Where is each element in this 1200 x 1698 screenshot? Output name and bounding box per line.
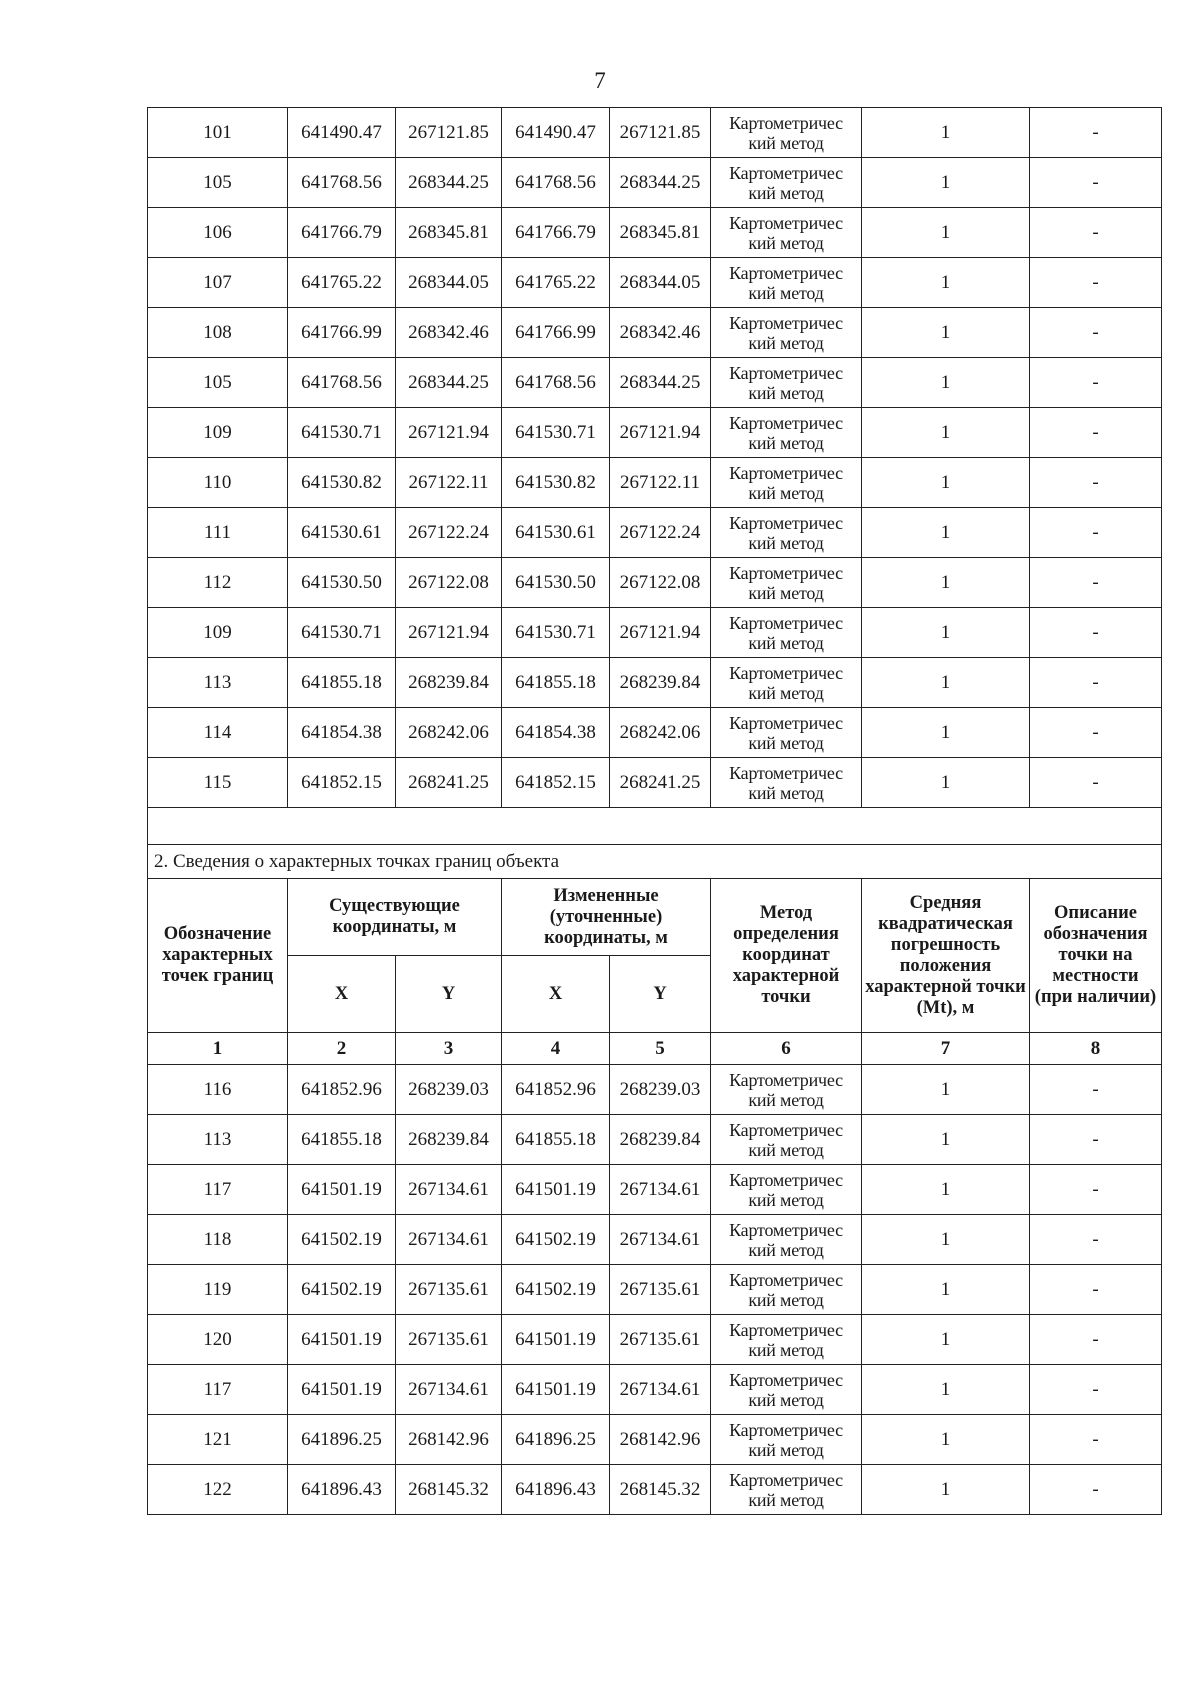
y-changed-cell: 268239.84 bbox=[610, 658, 711, 708]
col-number: 4 bbox=[502, 1033, 610, 1065]
x-changed-cell: 641530.71 bbox=[502, 408, 610, 458]
col-number: 2 bbox=[288, 1033, 396, 1065]
y-existing-cell: 268342.46 bbox=[396, 308, 502, 358]
x-existing-cell: 641530.71 bbox=[288, 408, 396, 458]
section-title: 2. Сведения о характерных точках границ объекта bbox=[148, 845, 1162, 879]
desc-cell: - bbox=[1030, 758, 1162, 808]
desc-cell: - bbox=[1030, 608, 1162, 658]
x-existing-cell: 641530.82 bbox=[288, 458, 396, 508]
desc-cell: - bbox=[1030, 1365, 1162, 1415]
table-row bbox=[148, 208, 1162, 258]
y-existing-cell: 268241.25 bbox=[396, 758, 502, 808]
point-cell: 113 bbox=[148, 658, 288, 708]
desc-cell: - bbox=[1030, 108, 1162, 158]
point-cell: 119 bbox=[148, 1265, 288, 1315]
method-cell: Картометричес кий метод bbox=[711, 1465, 862, 1515]
bottom-rows bbox=[148, 1065, 1162, 1515]
x-changed-cell: 641855.18 bbox=[502, 1115, 610, 1165]
y-existing-cell: 268239.84 bbox=[396, 658, 502, 708]
table-row bbox=[148, 608, 1162, 658]
point-cell: 117 bbox=[148, 1365, 288, 1415]
x-changed-cell: 641768.56 bbox=[502, 358, 610, 408]
x-existing-cell: 641502.19 bbox=[288, 1215, 396, 1265]
x-changed-cell: 641766.79 bbox=[502, 208, 610, 258]
y-changed-cell: 267135.61 bbox=[610, 1265, 711, 1315]
y-existing-cell: 268344.05 bbox=[396, 258, 502, 308]
col-number: 6 bbox=[711, 1033, 862, 1065]
desc-cell: - bbox=[1030, 258, 1162, 308]
header-point: Обозначение характерных точек границ bbox=[148, 879, 288, 1033]
y-existing-cell: 268242.06 bbox=[396, 708, 502, 758]
x-changed-cell: 641765.22 bbox=[502, 258, 610, 308]
y-changed-cell: 268242.06 bbox=[610, 708, 711, 758]
header-y-existing: Y bbox=[396, 956, 502, 1033]
method-cell: Картометричес кий метод bbox=[711, 1415, 862, 1465]
mt-cell: 1 bbox=[862, 408, 1030, 458]
coordinates-table bbox=[147, 107, 1162, 1515]
point-cell: 110 bbox=[148, 458, 288, 508]
y-changed-cell: 268344.25 bbox=[610, 158, 711, 208]
y-changed-cell: 268344.25 bbox=[610, 358, 711, 408]
point-cell: 105 bbox=[148, 158, 288, 208]
point-cell: 106 bbox=[148, 208, 288, 258]
header-method: Метод определения координат характерной точки bbox=[711, 879, 862, 1033]
col-number: 3 bbox=[396, 1033, 502, 1065]
method-cell: Картометричес кий метод bbox=[711, 1265, 862, 1315]
top-rows bbox=[148, 108, 1162, 808]
method-cell: Картометричес кий метод bbox=[711, 708, 862, 758]
x-changed-cell: 641530.61 bbox=[502, 508, 610, 558]
x-existing-cell: 641766.79 bbox=[288, 208, 396, 258]
point-cell: 118 bbox=[148, 1215, 288, 1265]
method-cell: Картометричес кий метод bbox=[711, 208, 862, 258]
y-existing-cell: 267121.94 bbox=[396, 408, 502, 458]
x-existing-cell: 641502.19 bbox=[288, 1265, 396, 1315]
method-cell: Картометричес кий метод bbox=[711, 1115, 862, 1165]
point-cell: 116 bbox=[148, 1065, 288, 1115]
point-cell: 101 bbox=[148, 108, 288, 158]
page-number: 7 bbox=[594, 68, 606, 93]
table-row bbox=[148, 558, 1162, 608]
mt-cell: 1 bbox=[862, 608, 1030, 658]
desc-cell: - bbox=[1030, 308, 1162, 358]
section-block bbox=[148, 808, 1162, 1065]
y-changed-cell: 267121.94 bbox=[610, 408, 711, 458]
header-changed: Измененные (уточненные) координаты, м bbox=[502, 879, 711, 956]
y-changed-cell: 268239.84 bbox=[610, 1115, 711, 1165]
y-changed-cell: 267122.24 bbox=[610, 508, 711, 558]
col-number: 5 bbox=[610, 1033, 711, 1065]
y-existing-cell: 267122.11 bbox=[396, 458, 502, 508]
mt-cell: 1 bbox=[862, 108, 1030, 158]
y-existing-cell: 268345.81 bbox=[396, 208, 502, 258]
desc-cell: - bbox=[1030, 1415, 1162, 1465]
method-cell: Картометричес кий метод bbox=[711, 558, 862, 608]
y-existing-cell: 267135.61 bbox=[396, 1265, 502, 1315]
mt-cell: 1 bbox=[862, 708, 1030, 758]
method-cell: Картометричес кий метод bbox=[711, 758, 862, 808]
mt-cell: 1 bbox=[862, 1315, 1030, 1365]
method-cell: Картометричес кий метод bbox=[711, 1165, 862, 1215]
method-cell: Картометричес кий метод bbox=[711, 608, 862, 658]
x-existing-cell: 641854.38 bbox=[288, 708, 396, 758]
x-changed-cell: 641501.19 bbox=[502, 1165, 610, 1215]
y-existing-cell: 268239.84 bbox=[396, 1115, 502, 1165]
desc-cell: - bbox=[1030, 1215, 1162, 1265]
x-changed-cell: 641852.96 bbox=[502, 1065, 610, 1115]
y-existing-cell: 267122.24 bbox=[396, 508, 502, 558]
x-changed-cell: 641768.56 bbox=[502, 158, 610, 208]
y-changed-cell: 267134.61 bbox=[610, 1215, 711, 1265]
x-existing-cell: 641855.18 bbox=[288, 1115, 396, 1165]
x-changed-cell: 641896.25 bbox=[502, 1415, 610, 1465]
table-row bbox=[148, 408, 1162, 458]
x-changed-cell: 641502.19 bbox=[502, 1215, 610, 1265]
x-changed-cell: 641896.43 bbox=[502, 1465, 610, 1515]
point-cell: 121 bbox=[148, 1415, 288, 1465]
empty-row bbox=[148, 808, 1162, 845]
y-changed-cell: 267122.11 bbox=[610, 458, 711, 508]
x-existing-cell: 641530.61 bbox=[288, 508, 396, 558]
desc-cell: - bbox=[1030, 1115, 1162, 1165]
y-existing-cell: 268145.32 bbox=[396, 1465, 502, 1515]
desc-cell: - bbox=[1030, 358, 1162, 408]
x-existing-cell: 641530.71 bbox=[288, 608, 396, 658]
x-existing-cell: 641501.19 bbox=[288, 1315, 396, 1365]
x-existing-cell: 641766.99 bbox=[288, 308, 396, 358]
y-changed-cell: 268145.32 bbox=[610, 1465, 711, 1515]
x-existing-cell: 641768.56 bbox=[288, 158, 396, 208]
mt-cell: 1 bbox=[862, 658, 1030, 708]
table-row bbox=[148, 1215, 1162, 1265]
x-changed-cell: 641502.19 bbox=[502, 1265, 610, 1315]
x-changed-cell: 641530.71 bbox=[502, 608, 610, 658]
table-row bbox=[148, 258, 1162, 308]
table-row bbox=[148, 158, 1162, 208]
x-changed-cell: 641490.47 bbox=[502, 108, 610, 158]
mt-cell: 1 bbox=[862, 1165, 1030, 1215]
x-changed-cell: 641501.19 bbox=[502, 1365, 610, 1415]
method-cell: Картометричес кий метод bbox=[711, 108, 862, 158]
point-cell: 112 bbox=[148, 558, 288, 608]
point-cell: 117 bbox=[148, 1165, 288, 1215]
desc-cell: - bbox=[1030, 1165, 1162, 1215]
x-existing-cell: 641530.50 bbox=[288, 558, 396, 608]
mt-cell: 1 bbox=[862, 1365, 1030, 1415]
method-cell: Картометричес кий метод bbox=[711, 658, 862, 708]
table-row bbox=[148, 308, 1162, 358]
desc-cell: - bbox=[1030, 458, 1162, 508]
y-changed-cell: 267134.61 bbox=[610, 1365, 711, 1415]
method-cell: Картометричес кий метод bbox=[711, 158, 862, 208]
y-changed-cell: 268345.81 bbox=[610, 208, 711, 258]
y-changed-cell: 267122.08 bbox=[610, 558, 711, 608]
method-cell: Картометричес кий метод bbox=[711, 408, 862, 458]
desc-cell: - bbox=[1030, 1465, 1162, 1515]
point-cell: 122 bbox=[148, 1465, 288, 1515]
y-changed-cell: 268241.25 bbox=[610, 758, 711, 808]
x-existing-cell: 641765.22 bbox=[288, 258, 396, 308]
mt-cell: 1 bbox=[862, 1465, 1030, 1515]
table-row bbox=[148, 458, 1162, 508]
mt-cell: 1 bbox=[862, 208, 1030, 258]
header-y-changed: Y bbox=[610, 956, 711, 1033]
y-changed-cell: 267121.94 bbox=[610, 608, 711, 658]
table-row bbox=[148, 708, 1162, 758]
y-changed-cell: 267135.61 bbox=[610, 1315, 711, 1365]
y-changed-cell: 267121.85 bbox=[610, 108, 711, 158]
mt-cell: 1 bbox=[862, 508, 1030, 558]
y-existing-cell: 267134.61 bbox=[396, 1215, 502, 1265]
x-existing-cell: 641896.43 bbox=[288, 1465, 396, 1515]
table-row bbox=[148, 108, 1162, 158]
point-cell: 108 bbox=[148, 308, 288, 358]
col-number: 1 bbox=[148, 1033, 288, 1065]
method-cell: Картометричес кий метод bbox=[711, 1315, 862, 1365]
x-changed-cell: 641530.82 bbox=[502, 458, 610, 508]
header-desc: Описание обозначения точки на местности (при наличии) bbox=[1030, 879, 1162, 1033]
y-changed-cell: 267134.61 bbox=[610, 1165, 711, 1215]
point-cell: 111 bbox=[148, 508, 288, 558]
desc-cell: - bbox=[1030, 708, 1162, 758]
point-cell: 109 bbox=[148, 408, 288, 458]
method-cell: Картометричес кий метод bbox=[711, 308, 862, 358]
point-cell: 107 bbox=[148, 258, 288, 308]
mt-cell: 1 bbox=[862, 308, 1030, 358]
y-existing-cell: 267134.61 bbox=[396, 1165, 502, 1215]
x-existing-cell: 641501.19 bbox=[288, 1365, 396, 1415]
method-cell: Картометричес кий метод bbox=[711, 1065, 862, 1115]
x-existing-cell: 641852.96 bbox=[288, 1065, 396, 1115]
y-changed-cell: 268342.46 bbox=[610, 308, 711, 358]
header-x-existing: X bbox=[288, 956, 396, 1033]
x-existing-cell: 641490.47 bbox=[288, 108, 396, 158]
table-row bbox=[148, 658, 1162, 708]
desc-cell: - bbox=[1030, 508, 1162, 558]
x-changed-cell: 641501.19 bbox=[502, 1315, 610, 1365]
header-x-changed: X bbox=[502, 956, 610, 1033]
desc-cell: - bbox=[1030, 1315, 1162, 1365]
y-changed-cell: 268142.96 bbox=[610, 1415, 711, 1465]
table-row bbox=[148, 758, 1162, 808]
y-changed-cell: 268344.05 bbox=[610, 258, 711, 308]
x-existing-cell: 641896.25 bbox=[288, 1415, 396, 1465]
table-row bbox=[148, 1265, 1162, 1315]
mt-cell: 1 bbox=[862, 1265, 1030, 1315]
mt-cell: 1 bbox=[862, 758, 1030, 808]
desc-cell: - bbox=[1030, 1065, 1162, 1115]
y-existing-cell: 267134.61 bbox=[396, 1365, 502, 1415]
x-existing-cell: 641855.18 bbox=[288, 658, 396, 708]
desc-cell: - bbox=[1030, 158, 1162, 208]
header-existing: Существующие координаты, м bbox=[288, 879, 502, 956]
mt-cell: 1 bbox=[862, 1115, 1030, 1165]
point-cell: 115 bbox=[148, 758, 288, 808]
table-row bbox=[148, 1415, 1162, 1465]
y-existing-cell: 268142.96 bbox=[396, 1415, 502, 1465]
table-row bbox=[148, 1065, 1162, 1115]
x-existing-cell: 641501.19 bbox=[288, 1165, 396, 1215]
point-cell: 113 bbox=[148, 1115, 288, 1165]
y-existing-cell: 268344.25 bbox=[396, 158, 502, 208]
x-existing-cell: 641768.56 bbox=[288, 358, 396, 408]
mt-cell: 1 bbox=[862, 558, 1030, 608]
desc-cell: - bbox=[1030, 208, 1162, 258]
method-cell: Картометричес кий метод bbox=[711, 258, 862, 308]
point-cell: 114 bbox=[148, 708, 288, 758]
table-row bbox=[148, 1165, 1162, 1215]
mt-cell: 1 bbox=[862, 1215, 1030, 1265]
table-row bbox=[148, 1465, 1162, 1515]
mt-cell: 1 bbox=[862, 1415, 1030, 1465]
point-cell: 109 bbox=[148, 608, 288, 658]
x-changed-cell: 641854.38 bbox=[502, 708, 610, 758]
method-cell: Картометричес кий метод bbox=[711, 1365, 862, 1415]
mt-cell: 1 bbox=[862, 458, 1030, 508]
mt-cell: 1 bbox=[862, 158, 1030, 208]
y-existing-cell: 267121.85 bbox=[396, 108, 502, 158]
table-row bbox=[148, 358, 1162, 408]
method-cell: Картометричес кий метод bbox=[711, 508, 862, 558]
desc-cell: - bbox=[1030, 658, 1162, 708]
x-changed-cell: 641855.18 bbox=[502, 658, 610, 708]
y-existing-cell: 267135.61 bbox=[396, 1315, 502, 1365]
y-existing-cell: 268239.03 bbox=[396, 1065, 502, 1115]
y-existing-cell: 267121.94 bbox=[396, 608, 502, 658]
desc-cell: - bbox=[1030, 1265, 1162, 1315]
x-changed-cell: 641852.15 bbox=[502, 758, 610, 808]
mt-cell: 1 bbox=[862, 1065, 1030, 1115]
table-row bbox=[148, 1115, 1162, 1165]
method-cell: Картометричес кий метод bbox=[711, 358, 862, 408]
x-existing-cell: 641852.15 bbox=[288, 758, 396, 808]
header-mt: Средняя квадратическая погрешность положения характерной точки (Mt), м bbox=[862, 879, 1030, 1033]
x-changed-cell: 641530.50 bbox=[502, 558, 610, 608]
mt-cell: 1 bbox=[862, 358, 1030, 408]
y-existing-cell: 268344.25 bbox=[396, 358, 502, 408]
point-cell: 120 bbox=[148, 1315, 288, 1365]
mt-cell: 1 bbox=[862, 258, 1030, 308]
method-cell: Картометричес кий метод bbox=[711, 458, 862, 508]
desc-cell: - bbox=[1030, 408, 1162, 458]
table-row bbox=[148, 1315, 1162, 1365]
table-row bbox=[148, 508, 1162, 558]
col-number: 8 bbox=[1030, 1033, 1162, 1065]
point-cell: 105 bbox=[148, 358, 288, 408]
table-row bbox=[148, 1365, 1162, 1415]
col-number: 7 bbox=[862, 1033, 1030, 1065]
desc-cell: - bbox=[1030, 558, 1162, 608]
y-changed-cell: 268239.03 bbox=[610, 1065, 711, 1115]
method-cell: Картометричес кий метод bbox=[711, 1215, 862, 1265]
x-changed-cell: 641766.99 bbox=[502, 308, 610, 358]
y-existing-cell: 267122.08 bbox=[396, 558, 502, 608]
